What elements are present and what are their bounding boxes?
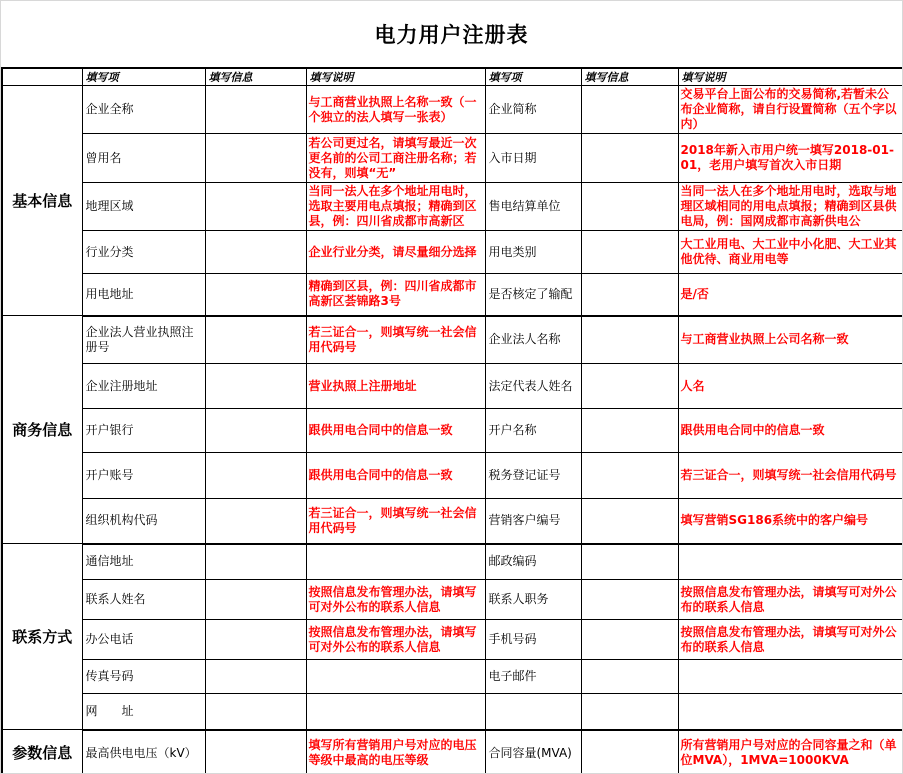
row-input-cell[interactable] bbox=[205, 453, 306, 499]
row-input-cell[interactable] bbox=[581, 544, 678, 580]
table-row bbox=[2, 544, 903, 580]
row-input-cell[interactable] bbox=[205, 364, 306, 409]
row-desc-cell: 当同一法人在多个地址用电时，选取主要用电点填报；精确到区县，例：四川省成都市高新区 bbox=[306, 183, 485, 231]
row-desc-cell: 与工商营业执照上公司名称一致 bbox=[678, 316, 903, 364]
row-desc-cell: 与工商营业执照上名称一致（一个独立的法人填写一张表） bbox=[306, 86, 485, 134]
row-desc-cell: 按照信息发布管理办法，请填写可对外公布的联系人信息 bbox=[306, 580, 485, 620]
section-label: 基本信息 bbox=[2, 86, 82, 316]
row-input-cell[interactable] bbox=[205, 544, 306, 580]
table-row bbox=[2, 134, 903, 183]
row-item-cell: 用电类别 bbox=[485, 231, 581, 274]
row-desc-cell: 交易平台上面公布的交易简称,若暂未公布企业简称，请自行设置简称（五个字以内） bbox=[678, 86, 903, 134]
row-item-cell: 传真号码 bbox=[82, 660, 205, 694]
row-item-cell: 入市日期 bbox=[485, 134, 581, 183]
row-desc-cell: 大工业用电、大工业中小化肥、大工业其他优待、商业用电等 bbox=[678, 231, 903, 274]
table-row bbox=[2, 86, 903, 134]
row-desc-cell: 若公司更过名，请填写最近一次更名前的公司工商注册名称；若没有，则填“无” bbox=[306, 134, 485, 183]
row-item-cell: 用电地址 bbox=[82, 274, 205, 316]
row-input-cell[interactable] bbox=[205, 134, 306, 183]
row-input-cell[interactable] bbox=[205, 316, 306, 364]
row-desc-cell: 跟供用电合同中的信息一致 bbox=[306, 409, 485, 453]
row-item-cell: 联系人姓名 bbox=[82, 580, 205, 620]
row-item-cell: 开户银行 bbox=[82, 409, 205, 453]
row-desc-cell: 营业执照上注册地址 bbox=[306, 364, 485, 409]
row-input-cell[interactable] bbox=[205, 231, 306, 274]
row-item-cell: 邮政编码 bbox=[485, 544, 581, 580]
row-item-cell: 通信地址 bbox=[82, 544, 205, 580]
row-item-cell: 企业注册地址 bbox=[82, 364, 205, 409]
row-input-cell[interactable] bbox=[581, 730, 678, 774]
row-desc-cell: 是/否 bbox=[678, 274, 903, 316]
row-input-cell[interactable] bbox=[581, 231, 678, 274]
section-label: 联系方式 bbox=[2, 544, 82, 730]
row-item-cell: 税务登记证号 bbox=[485, 453, 581, 499]
row-item-cell: 联系人职务 bbox=[485, 580, 581, 620]
table-row bbox=[2, 499, 903, 544]
row-item-cell bbox=[485, 694, 581, 730]
table-row bbox=[2, 183, 903, 231]
table-row bbox=[2, 620, 903, 660]
row-item-cell: 营销客户编号 bbox=[485, 499, 581, 544]
row-input-cell[interactable] bbox=[581, 86, 678, 134]
header-fill-desc-left: 填写说明 bbox=[306, 68, 485, 86]
table-row bbox=[2, 453, 903, 499]
row-item-cell: 开户名称 bbox=[485, 409, 581, 453]
row-item-cell: 地理区域 bbox=[82, 183, 205, 231]
section-label: 商务信息 bbox=[2, 316, 82, 544]
form-title-bar bbox=[1, 1, 902, 67]
row-input-cell[interactable] bbox=[205, 620, 306, 660]
row-input-cell[interactable] bbox=[205, 274, 306, 316]
row-item-cell: 售电结算单位 bbox=[485, 183, 581, 231]
row-input-cell[interactable] bbox=[205, 580, 306, 620]
table-row bbox=[2, 580, 903, 620]
table-row bbox=[2, 409, 903, 453]
row-item-cell: 组织机构代码 bbox=[82, 499, 205, 544]
row-desc-cell: 按照信息发布管理办法，请填写可对外公布的联系人信息 bbox=[306, 620, 485, 660]
header-corner-cell bbox=[2, 68, 82, 86]
table-row bbox=[2, 364, 903, 409]
table-row bbox=[2, 274, 903, 316]
row-desc-cell bbox=[678, 544, 903, 580]
header-fill-info-left: 填写信息 bbox=[205, 68, 306, 86]
row-desc-cell: 填写营销SG186系统中的客户编号 bbox=[678, 499, 903, 544]
row-item-cell: 电子邮件 bbox=[485, 660, 581, 694]
row-input-cell[interactable] bbox=[581, 316, 678, 364]
table-row bbox=[2, 694, 903, 730]
row-input-cell[interactable] bbox=[205, 499, 306, 544]
row-item-cell: 曾用名 bbox=[82, 134, 205, 183]
header-fill-desc-right: 填写说明 bbox=[678, 68, 903, 86]
row-item-cell: 企业法人名称 bbox=[485, 316, 581, 364]
row-desc-cell: 2018年新入市用户统一填写2018-01-01，老用户填写首次入市日期 bbox=[678, 134, 903, 183]
row-input-cell[interactable] bbox=[581, 499, 678, 544]
row-item-cell: 办公电话 bbox=[82, 620, 205, 660]
table-row bbox=[2, 660, 903, 694]
row-input-cell[interactable] bbox=[581, 694, 678, 730]
row-desc-cell bbox=[306, 694, 485, 730]
form-title: 电力用户注册表 bbox=[374, 22, 529, 47]
row-desc-cell: 人名 bbox=[678, 364, 903, 409]
row-desc-cell: 若三证合一，则填写统一社会信用代码号 bbox=[306, 316, 485, 364]
row-input-cell[interactable] bbox=[581, 134, 678, 183]
row-input-cell[interactable] bbox=[205, 409, 306, 453]
row-item-cell: 行业分类 bbox=[82, 231, 205, 274]
row-item-cell: 开户账号 bbox=[82, 453, 205, 499]
row-input-cell[interactable] bbox=[581, 183, 678, 231]
row-desc-cell: 精确到区县，例：四川省成都市高新区荟锦路3号 bbox=[306, 274, 485, 316]
row-input-cell[interactable] bbox=[205, 86, 306, 134]
row-desc-cell: 当同一法人在多个地址用电时，选取与地理区域相同的用电点填报；精确到区县供电局，例：国网成都市高新供电公 bbox=[678, 183, 903, 231]
row-item-cell: 是否核定了输配 bbox=[485, 274, 581, 316]
row-desc-cell bbox=[306, 544, 485, 580]
row-input-cell[interactable] bbox=[581, 409, 678, 453]
row-item-cell: 企业简称 bbox=[485, 86, 581, 134]
row-desc-cell: 跟供用电合同中的信息一致 bbox=[306, 453, 485, 499]
row-desc-cell: 按照信息发布管理办法，请填写可对外公布的联系人信息 bbox=[678, 620, 903, 660]
row-item-cell: 企业法人营业执照注册号 bbox=[82, 316, 205, 364]
table-row bbox=[2, 316, 903, 364]
row-input-cell[interactable] bbox=[581, 660, 678, 694]
row-item-cell: 合同容量(MVA) bbox=[485, 730, 581, 774]
row-desc-cell bbox=[678, 660, 903, 694]
row-desc-cell: 若三证合一，则填写统一社会信用代码号 bbox=[678, 453, 903, 499]
row-desc-cell: 若三证合一，则填写统一社会信用代码号 bbox=[306, 499, 485, 544]
row-desc-cell: 按照信息发布管理办法，请填写可对外公布的联系人信息 bbox=[678, 580, 903, 620]
row-input-cell[interactable] bbox=[581, 364, 678, 409]
row-desc-cell: 跟供用电合同中的信息一致 bbox=[678, 409, 903, 453]
row-item-cell: 最高供电电压（kV） bbox=[82, 730, 205, 774]
row-item-cell: 手机号码 bbox=[485, 620, 581, 660]
table-row bbox=[2, 730, 903, 774]
row-item-cell: 法定代表人姓名 bbox=[485, 364, 581, 409]
row-input-cell[interactable] bbox=[205, 694, 306, 730]
row-desc-cell: 企业行业分类，请尽量细分选择 bbox=[306, 231, 485, 274]
row-desc-cell bbox=[306, 660, 485, 694]
header-fill-item-right: 填写项 bbox=[485, 68, 581, 86]
row-desc-cell bbox=[678, 694, 903, 730]
row-input-cell[interactable] bbox=[581, 580, 678, 620]
row-input-cell[interactable] bbox=[205, 660, 306, 694]
row-item-cell: 企业全称 bbox=[82, 86, 205, 134]
header-fill-item-left: 填写项 bbox=[82, 68, 205, 86]
row-input-cell[interactable] bbox=[581, 274, 678, 316]
row-item-cell: 网 址 bbox=[82, 694, 205, 730]
row-input-cell[interactable] bbox=[581, 620, 678, 660]
header-row bbox=[2, 68, 903, 86]
section-label: 参数信息 bbox=[2, 730, 82, 774]
row-input-cell[interactable] bbox=[581, 453, 678, 499]
row-input-cell[interactable] bbox=[205, 730, 306, 774]
row-desc-cell: 填写所有营销用户号对应的电压等级中最高的电压等级 bbox=[306, 730, 485, 774]
row-desc-cell: 所有营销用户号对应的合同容量之和（单位MVA），1MVA=1000KVA bbox=[678, 730, 903, 774]
row-input-cell[interactable] bbox=[205, 183, 306, 231]
header-fill-info-right: 填写信息 bbox=[581, 68, 678, 86]
table-row bbox=[2, 231, 903, 274]
registration-table bbox=[1, 67, 903, 774]
